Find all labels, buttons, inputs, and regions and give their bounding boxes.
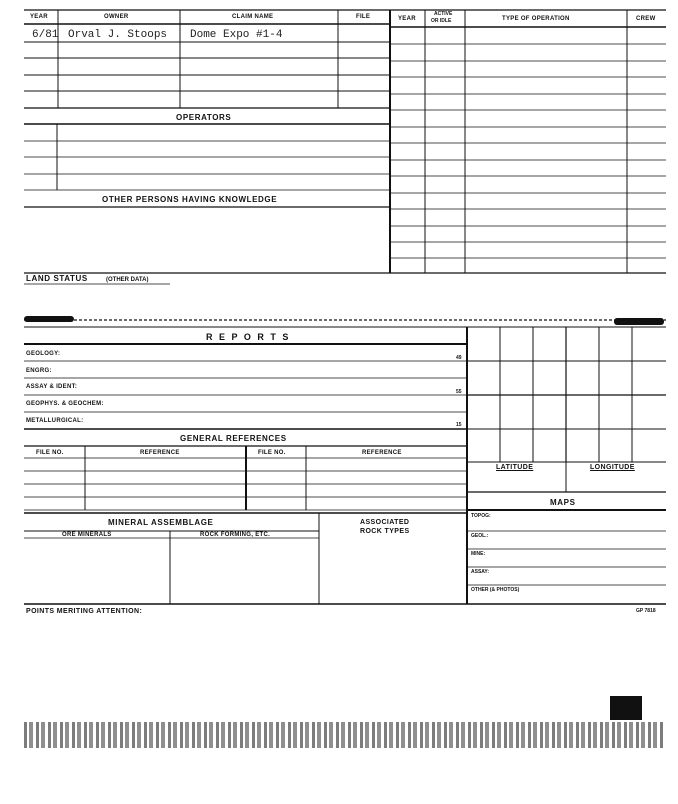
col-reference-2: REFERENCE — [362, 450, 402, 456]
map-geol: GEOL.: — [471, 533, 489, 539]
report-engrg: ENGRG: — [26, 368, 52, 374]
longitude-label: LONGITUDE — [590, 464, 635, 471]
latitude-label: LATITUDE — [496, 464, 534, 471]
map-mine: MINE: — [471, 551, 486, 557]
scan-mark-right — [614, 318, 664, 325]
report-geology-num: 49 — [456, 355, 462, 361]
map-assay: ASSAY: — [471, 569, 490, 575]
scan-noise-band — [24, 722, 664, 748]
header-year: YEAR — [30, 14, 48, 20]
report-assay-num: 55 — [456, 389, 462, 395]
header-active-line2: OR IDLE — [431, 18, 452, 24]
scan-block — [610, 696, 642, 720]
report-metallurgical-num: 15 — [456, 422, 462, 428]
reports-title: R E P O R T S — [206, 332, 291, 342]
col-file-no-2: FILE NO. — [258, 450, 286, 456]
header-claim-name: CLAIM NAME — [232, 14, 274, 20]
col-file-no: FILE NO. — [36, 450, 64, 456]
land-status-label: LAND STATUS — [26, 274, 88, 283]
form-number: GP 7818 — [636, 608, 656, 614]
header-owner: OWNER — [104, 14, 129, 20]
header-active-line1: ACTIVE — [434, 11, 453, 17]
header-file: FILE — [356, 14, 371, 20]
report-assay: ASSAY & IDENT: — [26, 384, 78, 390]
mineral-assemblage-title: MINERAL ASSEMBLAGE — [108, 518, 214, 527]
general-references-title: GENERAL REFERENCES — [180, 434, 287, 443]
other-persons-label: OTHER PERSONS HAVING KNOWLEDGE — [102, 195, 278, 204]
report-metallurgical: METALLURGICAL: — [26, 418, 84, 424]
header-type-of-operation: TYPE OF OPERATION — [502, 16, 570, 22]
scan-mark-left — [24, 316, 74, 322]
rock-forming-label: ROCK FORMING, ETC. — [200, 532, 271, 538]
associated-rock-types-line2: ROCK TYPES — [360, 528, 410, 535]
map-other: OTHER (& PHOTOS) — [471, 587, 520, 593]
ore-minerals-label: ORE MINERALS — [62, 532, 112, 538]
entry-owner: Orval J. Stoops — [68, 29, 168, 41]
entry-year: 6/81 — [32, 29, 59, 41]
report-geophys: GEOPHYS. & GEOCHEM: — [26, 401, 104, 407]
maps-title: MAPS — [550, 498, 576, 507]
operators-label: OPERATORS — [176, 113, 232, 122]
entry-claim-name: Dome Expo #1-4 — [190, 29, 283, 41]
report-geology: GEOLOGY: — [26, 351, 61, 357]
land-status-sub: (OTHER DATA) — [106, 277, 149, 283]
col-reference: REFERENCE — [140, 450, 180, 456]
points-meriting-attention: POINTS MERITING ATTENTION: — [26, 608, 143, 615]
map-topog: TOPOG: — [471, 513, 491, 519]
header-year-right: YEAR — [398, 16, 416, 22]
associated-rock-types-line1: ASSOCIATED — [360, 519, 410, 526]
header-crew: CREW — [636, 16, 656, 22]
